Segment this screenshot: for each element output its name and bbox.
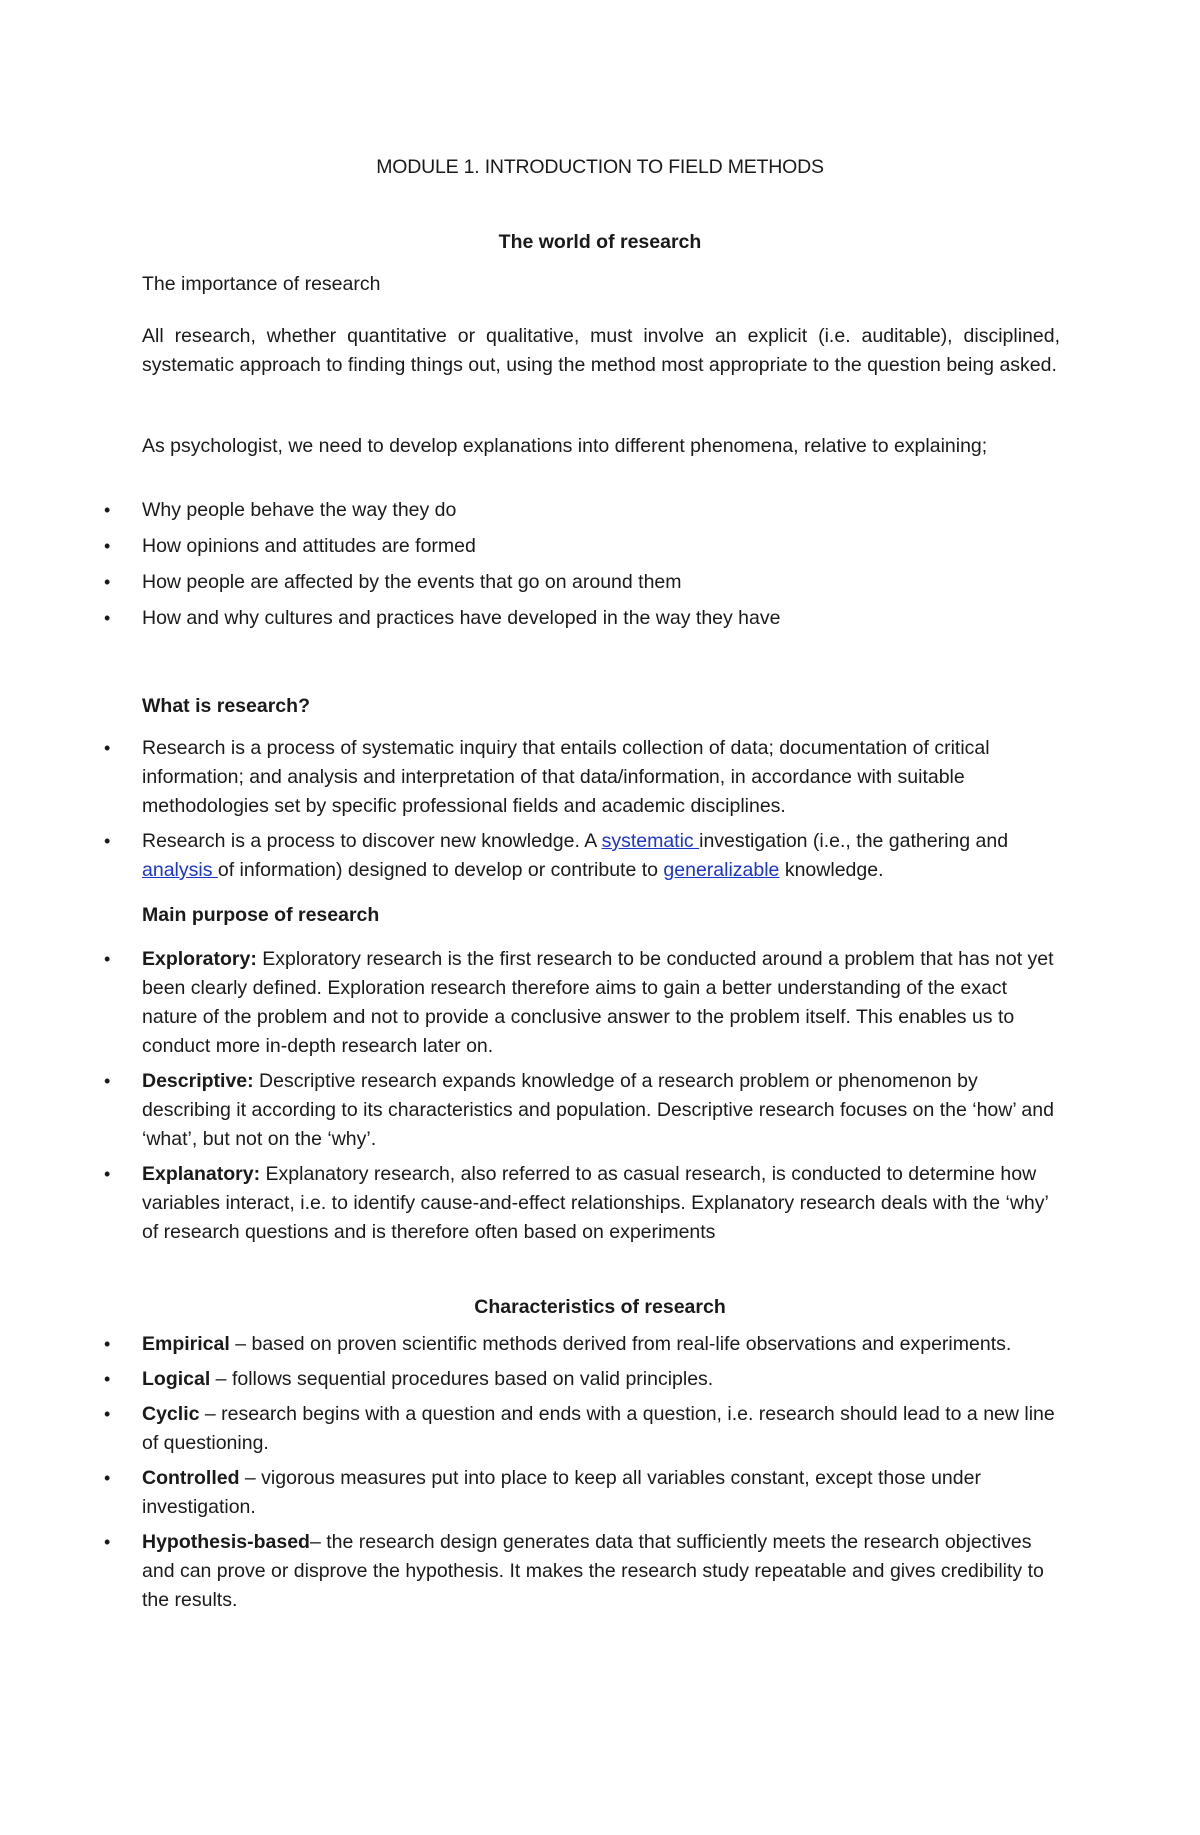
list-item <box>100 945 1060 1061</box>
term-label: Logical <box>142 1368 211 1390</box>
list-item: • How people are affected by the events that go on around them <box>100 568 1060 597</box>
term-label: Controlled <box>142 1467 240 1489</box>
term-description: Explanatory research, also referred to as casual research, is conducted to determine how variables interact, i.e. to identify cause-and-effect relationships. Explanatory research deals with the ‘why’ of research questions and is therefore often based on experiments <box>142 1163 1049 1243</box>
definition-text: Research is a process to discover new knowledge. A <box>142 830 602 852</box>
list-item <box>100 1528 1060 1615</box>
definition-text: of information) designed to develop or contribute to <box>217 859 664 881</box>
list-item <box>100 1365 1060 1394</box>
section-heading-what: What is research? <box>142 695 310 717</box>
purpose-list <box>100 945 1060 1247</box>
list-item: • Why people behave the way they do <box>100 496 1060 525</box>
term-description: – follows sequential procedures based on valid principles. <box>210 1368 714 1390</box>
section-heading-purpose: Main purpose of research <box>142 904 380 926</box>
list-item <box>100 827 1060 885</box>
list-item: • Research is a process of systematic inquiry that entails collection of data; documentation of critical information; and analysis and interpretation of that data/information, in accordance with suitable methodologies set by specific professional fields and academic disciplines. <box>100 734 1060 821</box>
subheading-importance: The importance of research <box>142 273 381 295</box>
definition-text: investigation (i.e., the gathering and <box>699 830 1009 852</box>
term-description: Exploratory research is the first research to be conducted around a problem that has not yet been clearly defined. Exploration research therefore aims to gain a better understanding of the exact nature of the problem and not to provide a conclusive answer to the problem itself. This enables us to conduct more in-depth research later on. <box>142 948 1054 1057</box>
term-description: – the research design generates data that sufficiently meets the research objectives and can prove or disprove the hypothesis. It makes the research study repeatable and gives credibility to the results. <box>142 1531 1044 1611</box>
characteristics-list <box>100 1330 1060 1615</box>
paragraph-psychologist: As psychologist, we need to develop explanations into different phenomena, relative to explaining; <box>142 435 988 457</box>
list-item <box>100 1400 1060 1458</box>
what-is-research-list <box>100 734 1060 885</box>
term-label: Cyclic <box>142 1403 200 1425</box>
list-item: • How and why cultures and practices have developed in the way they have <box>100 604 1060 633</box>
explaining-list <box>100 496 1060 633</box>
analysis-link[interactable]: analysis <box>142 859 218 881</box>
list-item <box>100 1464 1060 1522</box>
list-item <box>100 1067 1060 1154</box>
term-description: – based on proven scientific methods derived from real-life observations and experiments. <box>229 1333 1012 1355</box>
section-heading-world: The world of research <box>498 231 702 253</box>
page-title: MODULE 1. INTRODUCTION TO FIELD METHODS <box>376 156 824 178</box>
term-label: Hypothesis-based <box>142 1531 310 1553</box>
term-description: Descriptive research expands knowledge of a research problem or phenomenon by describing it according to its characteristics and population. Descriptive research focuses on the ‘how’ and ‘what’, but not on the ‘why’. <box>142 1070 1054 1150</box>
systematic-link[interactable]: systematic <box>601 830 700 852</box>
term-description: – research begins with a question and ends with a question, i.e. research should lead to a new line of questioning. <box>142 1403 1055 1454</box>
list-item <box>100 1160 1060 1247</box>
paragraph-approach: All research, whether quantitative or qualitative, must involve an explicit (i.e. auditable), disciplined, systematic approach to finding things out, using the method most appropriate to the question being asked. <box>142 325 1060 376</box>
term-label: Explanatory: <box>142 1163 261 1185</box>
term-label: Descriptive: <box>142 1070 254 1092</box>
list-item: • How opinions and attitudes are formed <box>100 532 1060 561</box>
term-label: Exploratory: <box>142 948 257 970</box>
list-item <box>100 1330 1060 1359</box>
definition-text: knowledge. <box>779 859 884 881</box>
generalizable-link[interactable]: generalizable <box>663 859 780 881</box>
term-description: – vigorous measures put into place to keep all variables constant, except those under investigation. <box>142 1467 981 1518</box>
term-label: Empirical <box>142 1333 230 1355</box>
section-heading-characteristics: Characteristics of research <box>474 1296 726 1318</box>
